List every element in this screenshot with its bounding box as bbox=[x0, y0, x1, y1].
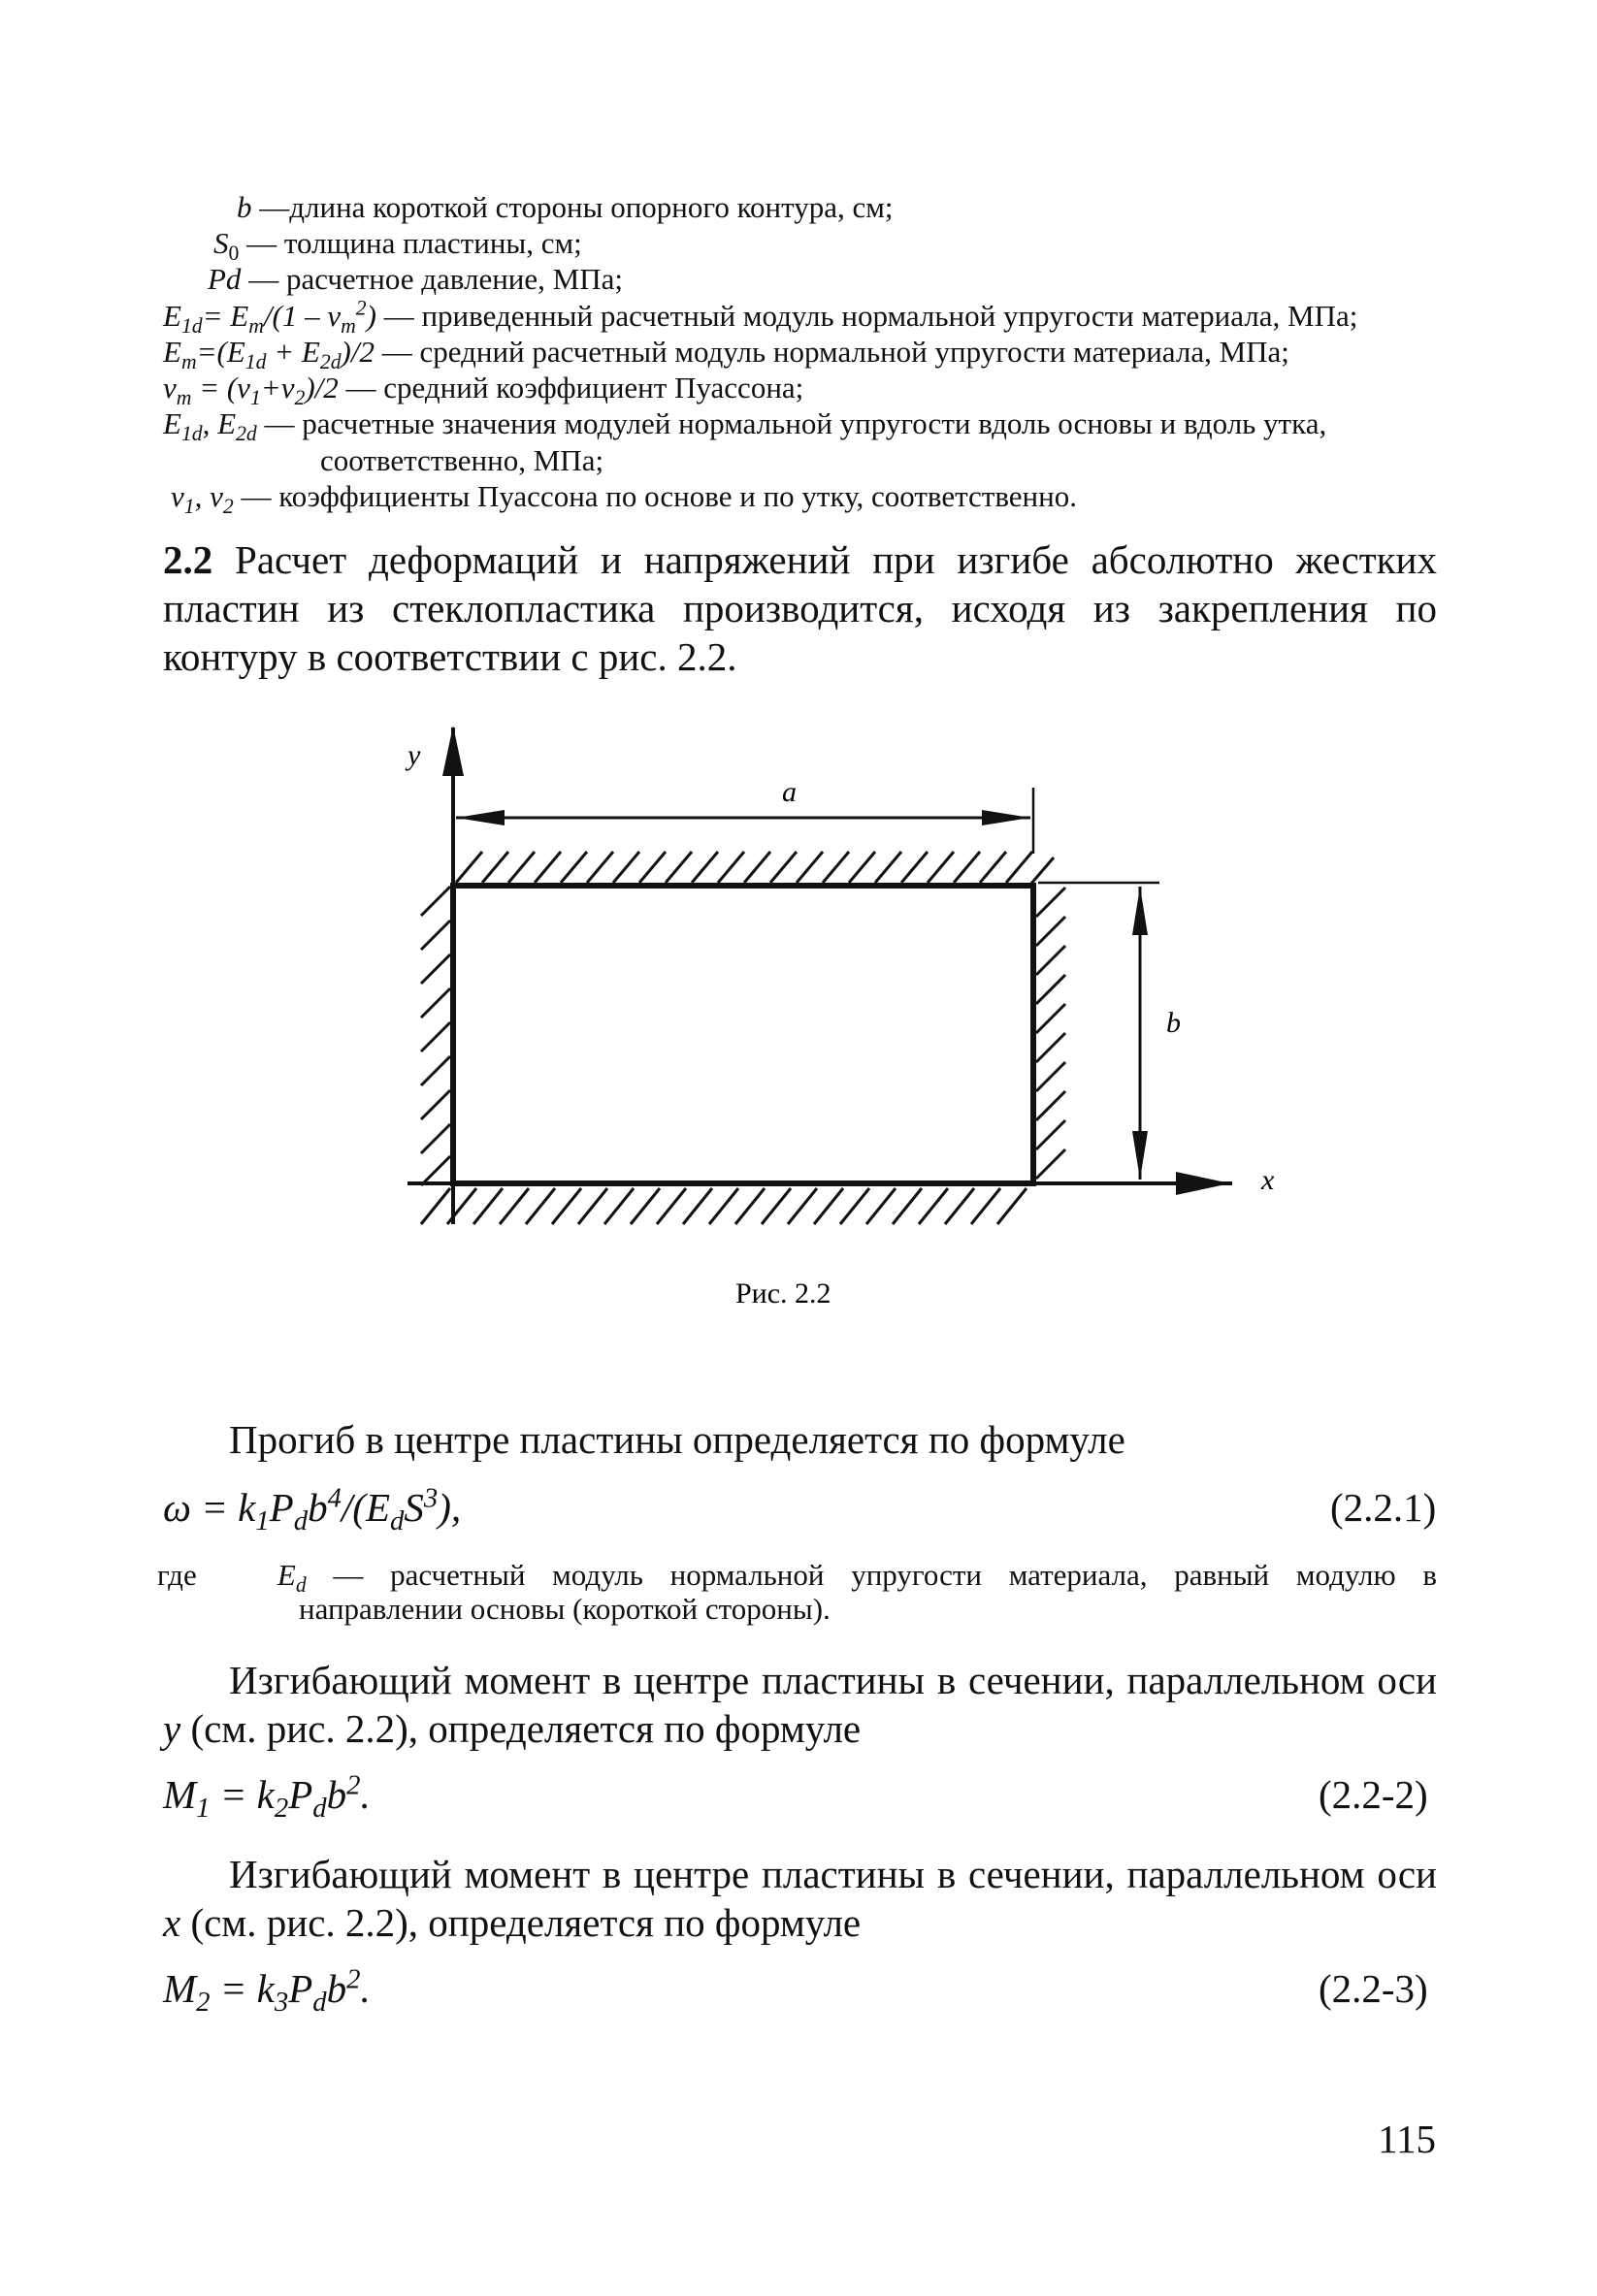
deflection-eq-number: (2.2.1) bbox=[1330, 1485, 1437, 1530]
y-axis-arrow bbox=[442, 726, 464, 776]
definition-num: $\nu_m = (\nu_1+\nu_2)/2$ — средний коэффициент Пуассона; bbox=[163, 371, 804, 410]
deflection-intro: Прогиб в центре пластины определяется по формуле bbox=[229, 1417, 1125, 1462]
definition-e1d: $E_{1d}= E_m/(1 - \nu_m^2)$ — приведенный расчетный модуль нормальной упругости материала, МПа; bbox=[163, 296, 1358, 339]
page-number: 115 bbox=[1378, 2117, 1436, 2161]
section-line-3: контуру в соответствии с рис. 2.2. bbox=[163, 634, 737, 679]
definition-b: b —длина короткой стороны опорного контура, см; bbox=[237, 190, 894, 224]
y-axis-label: y bbox=[407, 739, 421, 771]
definition-nu12: $\nu_1$, $\nu_2$ — коэффициенты Пуассона по основе и по утку, соответственно. bbox=[171, 479, 1077, 519]
definition-s0: $S_0$ — толщина пластины, см; bbox=[213, 226, 582, 266]
moment2-formula: $M_2 = k_3P_db^2$. bbox=[163, 1963, 371, 2019]
moment1-eq-number: (2.2-2) bbox=[1319, 1772, 1428, 1817]
moment2-intro-line-1: Изгибающий момент в центре пластины в сечении, параллельном оси bbox=[229, 1852, 1437, 1896]
definition-e1d-e2d-cont: соответственно, МПа; bbox=[320, 443, 604, 477]
bottom-hatching bbox=[421, 1188, 1027, 1224]
moment2-eq-number: (2.2-3) bbox=[1319, 1966, 1428, 2011]
left-hatching bbox=[421, 887, 450, 1185]
top-hatching bbox=[456, 852, 1054, 885]
definition-pd: Pd — расчетное давление, МПа; bbox=[208, 262, 623, 296]
right-hatching bbox=[1036, 888, 1065, 1179]
dim-b-arrow-top bbox=[1132, 887, 1148, 935]
x-axis-label: x bbox=[1261, 1164, 1275, 1196]
definition-e1d-e2d: $E_{1d}$, $E_{2d}$ — расчетные значения модулей нормальной упругости вдоль основы и вдоль утка, bbox=[163, 406, 1327, 446]
deflection-formula: $\omega = k_1P_db^4/(E_dS^3)$, bbox=[163, 1482, 462, 1537]
x-axis-arrow bbox=[1176, 1172, 1230, 1195]
plate-rectangle bbox=[453, 886, 1033, 1183]
dim-a-label: a bbox=[782, 776, 797, 808]
moment1-intro-line-1: Изгибающий момент в центре пластины в сечении, параллельном оси bbox=[229, 1658, 1437, 1702]
moment2-intro-line-2: x (см. рис. 2.2), определяется по формуле bbox=[163, 1900, 862, 1945]
dim-b-arrow-bottom bbox=[1132, 1131, 1148, 1180]
deflection-where-line-1: где $E_d$ — расчетный модуль нормальной упругости материала, равный модулю в bbox=[157, 1558, 1437, 1598]
moment1-formula: $M_1 = k_2P_db^2$. bbox=[163, 1769, 371, 1825]
definition-em: $E_m=(E_{1d} + E_{2d})/2$ — средний расчетный модуль нормальной упругости материала, МПа; bbox=[163, 335, 1289, 374]
section-line-2: пластин из стеклопластика производится, исходя из закрепления по bbox=[163, 586, 1437, 631]
dim-a-arrow-left bbox=[456, 810, 505, 825]
dim-b-label: b bbox=[1166, 1007, 1181, 1039]
moment1-intro-line-2: y (см. рис. 2.2), определяется по формуле bbox=[163, 1706, 862, 1751]
deflection-where-line-2: направлении основы (короткой стороны). bbox=[299, 1592, 831, 1626]
section-line-1: 2.2 Расчет деформаций и напряжений при изгибе абсолютно жестких bbox=[163, 537, 1437, 582]
dim-a-arrow-right bbox=[982, 810, 1030, 825]
figure-caption: Рис. 2.2 bbox=[735, 1277, 831, 1310]
